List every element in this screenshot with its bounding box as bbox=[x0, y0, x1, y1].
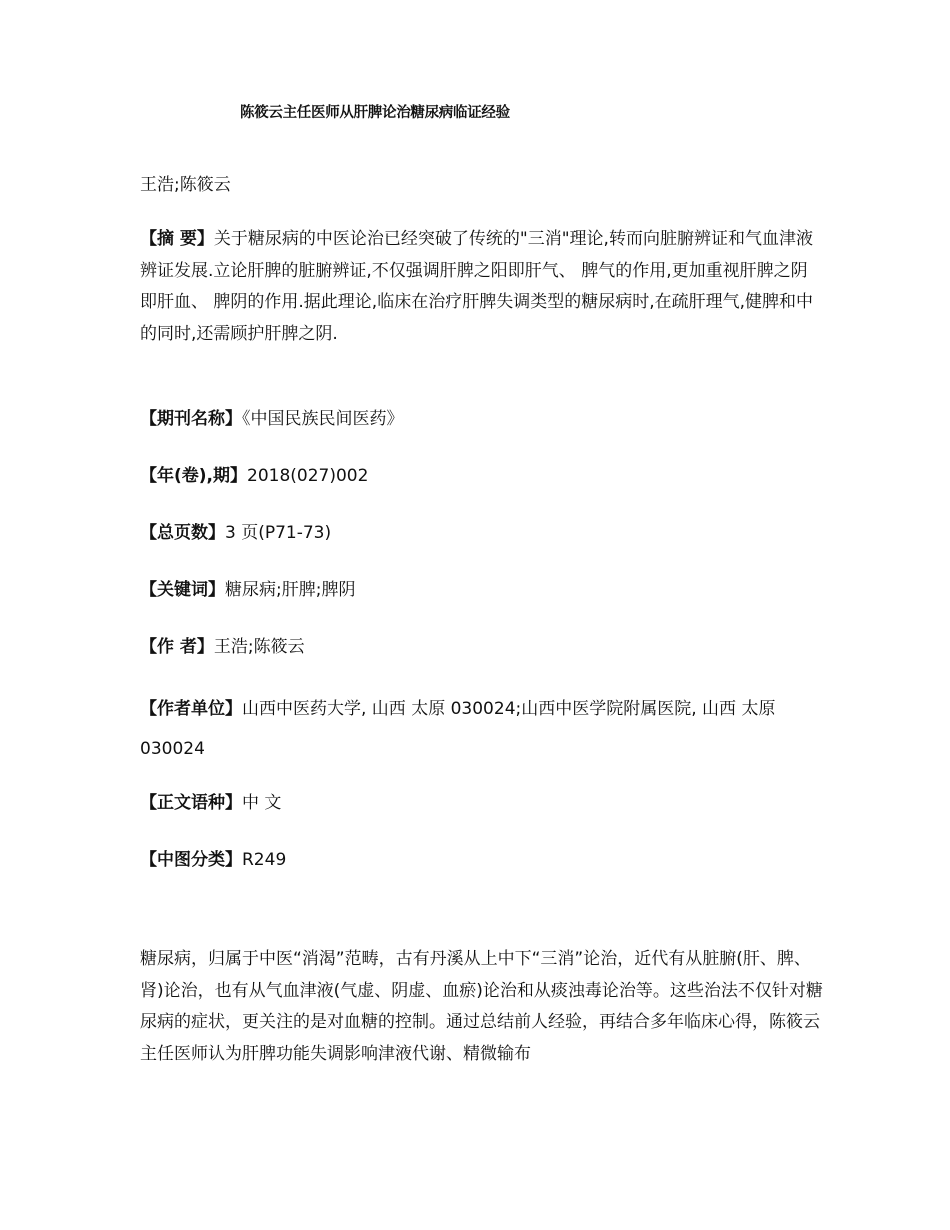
keywords-field bbox=[140, 575, 830, 605]
pages-value: 3 页(P71-73) bbox=[225, 523, 332, 543]
affiliation-label: 【作者单位】 bbox=[140, 699, 242, 719]
abstract-label: 【摘 要】 bbox=[140, 229, 214, 249]
abstract bbox=[140, 224, 820, 350]
affiliation-value: 山西中医药大学, 山西 太原 030024;山西中医学院附属医院, 山西 太原 030024 bbox=[140, 699, 776, 759]
article-title: 陈筱云主任医师从肝脾论治糖尿病临证经验 bbox=[240, 105, 510, 121]
year-issue-field bbox=[140, 461, 830, 491]
keywords-label: 【关键词】 bbox=[140, 580, 225, 600]
author-value: 王浩;陈筱云 bbox=[213, 637, 305, 657]
language-value: 中 文 bbox=[242, 793, 282, 813]
author-label: 【作 者】 bbox=[140, 637, 214, 657]
article-authors: 王浩;陈筱云 bbox=[140, 175, 231, 195]
classification-field bbox=[140, 845, 830, 875]
affiliation-field bbox=[140, 689, 830, 769]
pages-label: 【总页数】 bbox=[140, 523, 225, 543]
keywords-value: 糖尿病;肝脾;脾阴 bbox=[225, 580, 356, 600]
body-paragraph: 糖尿病，归属于中医“消渴”范畴，古有丹溪从上中下“三消”论治，近代有从脏腑(肝、脾、肾)论治，也有从气血津液(气虚、阴虚、血瘀)论治和从痰浊毒论治等。这些治法不仅针对糖尿病的症状，更关注的是对血糖的控制。通过总结前人经验，再结合多年临床心得，陈筱云主任医师认为肝脾功能失调影响津液代谢、精微输布 bbox=[140, 949, 823, 1064]
classification-label: 【中图分类】 bbox=[140, 850, 242, 870]
language-label: 【正文语种】 bbox=[140, 793, 242, 813]
journal-field bbox=[140, 404, 830, 434]
year-issue-label: 【年(卷),期】 bbox=[140, 466, 247, 486]
language-field bbox=[140, 788, 830, 818]
journal-value: 《中国民族民间医药》 bbox=[242, 409, 404, 429]
pages-field bbox=[140, 518, 830, 548]
year-issue-value: 2018(027)002 bbox=[247, 466, 369, 486]
classification-value: R249 bbox=[242, 850, 287, 870]
author-field bbox=[140, 632, 830, 662]
journal-label: 【期刊名称】 bbox=[140, 409, 242, 429]
abstract-text: 关于糖尿病的中医论治已经突破了传统的"三消"理论,转而向脏腑辨证和气血津液辨证发展.立论肝脾的脏腑辨证,不仅强调肝脾之阳即肝气、 脾气的作用,更加重视肝脾之阴即肝血、 脾阴的作用.据此理论,临床在治疗肝脾失调类型的糖尿病时,在疏肝理气,健脾和中的同时,还需顾护肝脾之阴. bbox=[140, 229, 814, 344]
